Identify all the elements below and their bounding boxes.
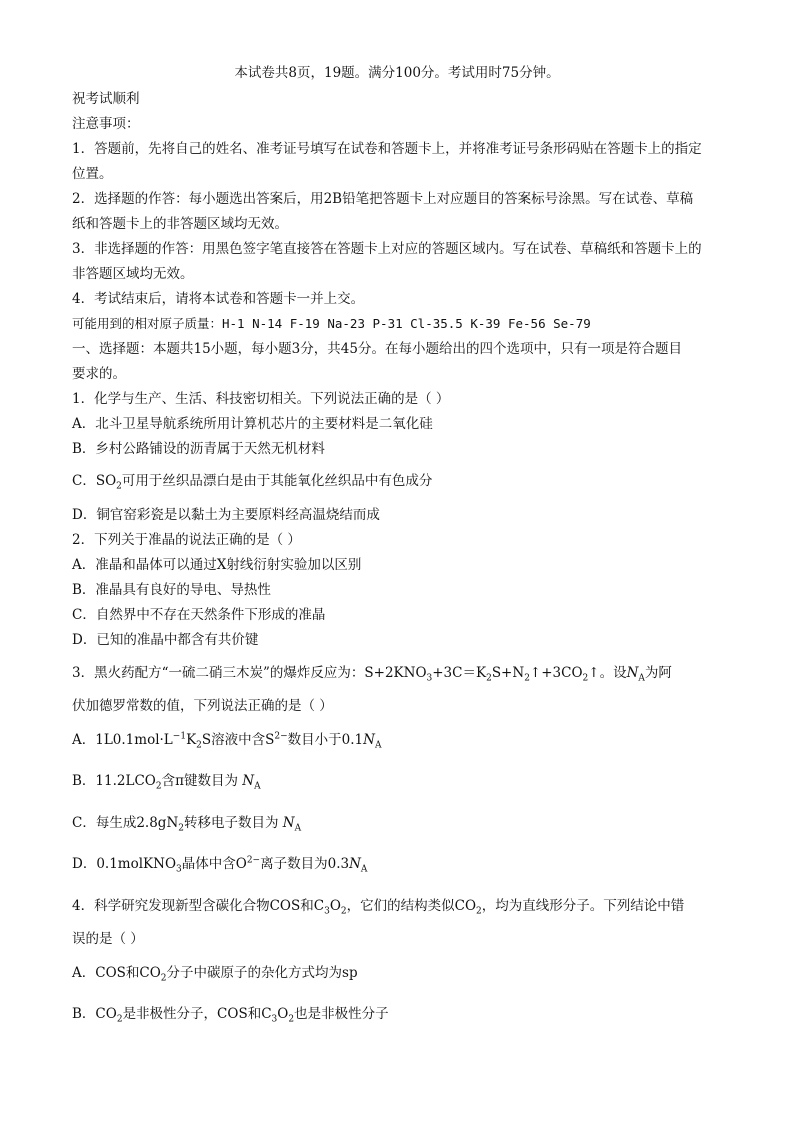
section-1-line-1: 一、选择题：本题共15小题，每小题3分，共45分。在每小题给出的四个选项中，只有一项是符合题目 bbox=[72, 341, 682, 357]
note-1-line-2: 位置。 bbox=[72, 166, 113, 182]
q3-stem-line-1: 3．黑火药配方“一硫二硝三木炭”的爆炸反应为：$S+2KNO_3+3C=K_2S+N_2↑+3CO_2↑$。设$N_A$为阿 bbox=[72, 665, 672, 684]
q3-option-c: C．每生成$2.8gN_2$转移电子数目为 $N_A$ bbox=[72, 815, 302, 834]
q4-option-a: A．COS和$CO_2$分子中碳原子的杂化方式均为sp bbox=[72, 965, 358, 984]
q4-option-b: B．$CO_2$是非极性分子，COS和$C_3O_2$也是非极性分子 bbox=[72, 1006, 389, 1025]
q3-option-d: D．0.1molKNO$_3$晶体中含$O^{2-}$离子数目为$0.3N_A$ bbox=[72, 855, 368, 875]
note-3-line-1: 3．非选择题的作答：用黑色签字笔直接答在答题卡上对应的答题区域内。写在试卷、草稿纸和答题卡上的 bbox=[72, 241, 702, 257]
q3-option-a: A．$1L0.1mol\cdot L^{-1}K_2S$溶液中含$S^{2-}$数目小于$0.1N_A$ bbox=[72, 731, 382, 751]
q4-stem-line-1: 4．科学研究发现新型含碳化合物COS和$C_3O_2$，它们的结构类似$CO_2$，均为直线形分子。下列结论中错 bbox=[72, 898, 685, 917]
q1-option-b: B．乡村公路铺设的沥青属于天然无机材料 bbox=[72, 441, 325, 457]
exam-info: 本试卷共8页，19题。满分100分。考试用时75分钟。 bbox=[234, 65, 560, 81]
note-4: 4．考试结束后，请将本试卷和答题卡一并上交。 bbox=[72, 291, 365, 307]
q1-stem: 1．化学与生产、生活、科技密切相关。下列说法正确的是（ ） bbox=[72, 391, 450, 407]
q2-option-d: D．已知的准晶中都含有共价键 bbox=[72, 632, 259, 648]
note-2-line-1: 2．选择题的作答：每小题选出答案后，用2B铅笔把答题卡上对应题目的答案标号涂黑。写在试卷、草稿 bbox=[72, 191, 694, 207]
q3-option-b: B．$11.2LCO_2$含π键数目为 $N_A$ bbox=[72, 773, 261, 792]
q3-stem-line-2: 伏加德罗常数的值，下列说法正确的是（ ） bbox=[72, 698, 333, 714]
note-1-line-1: 1．答题前，先将自己的姓名、准考证号填写在试卷和答题卡上，并将准考证号条形码贴在答题卡上的指定 bbox=[72, 141, 702, 157]
q4-stem-line-2: 误的是（ ） bbox=[72, 931, 144, 947]
atomic-masses: 可能用到的相对原子质量：H-1 N-14 F-19 Na-23 P-31 Cl-35.5 K-39 Fe-56 Se-79 bbox=[72, 316, 591, 331]
q1-option-a: A．北斗卫星导航系统所用计算机芯片的主要材料是二氧化硅 bbox=[72, 416, 433, 432]
note-2-line-2: 纸和答题卡上的非答题区域均无效。 bbox=[72, 216, 288, 232]
wish-text: 祝考试顺利 bbox=[72, 91, 140, 107]
q1-option-d: D．铜官窑彩瓷是以黏土为主要原料经高温烧结而成 bbox=[72, 507, 380, 523]
notes-title: 注意事项： bbox=[72, 116, 140, 132]
q2-option-b: B．准晶具有良好的导电、导热性 bbox=[72, 582, 271, 598]
q2-option-c: C．自然界中不存在天然条件下形成的准晶 bbox=[72, 607, 326, 623]
q2-option-a: A．准晶和晶体可以通过X射线衍射实验加以区别 bbox=[72, 557, 362, 573]
section-1-line-2: 要求的。 bbox=[72, 366, 126, 382]
q1-option-c: C．$SO_2$可用于丝织品漂白是由于其能氧化丝织品中有色成分 bbox=[72, 473, 433, 492]
note-3-line-2: 非答题区域均无效。 bbox=[72, 266, 194, 282]
q2-stem: 2．下列关于准晶的说法正确的是（ ） bbox=[72, 532, 301, 548]
